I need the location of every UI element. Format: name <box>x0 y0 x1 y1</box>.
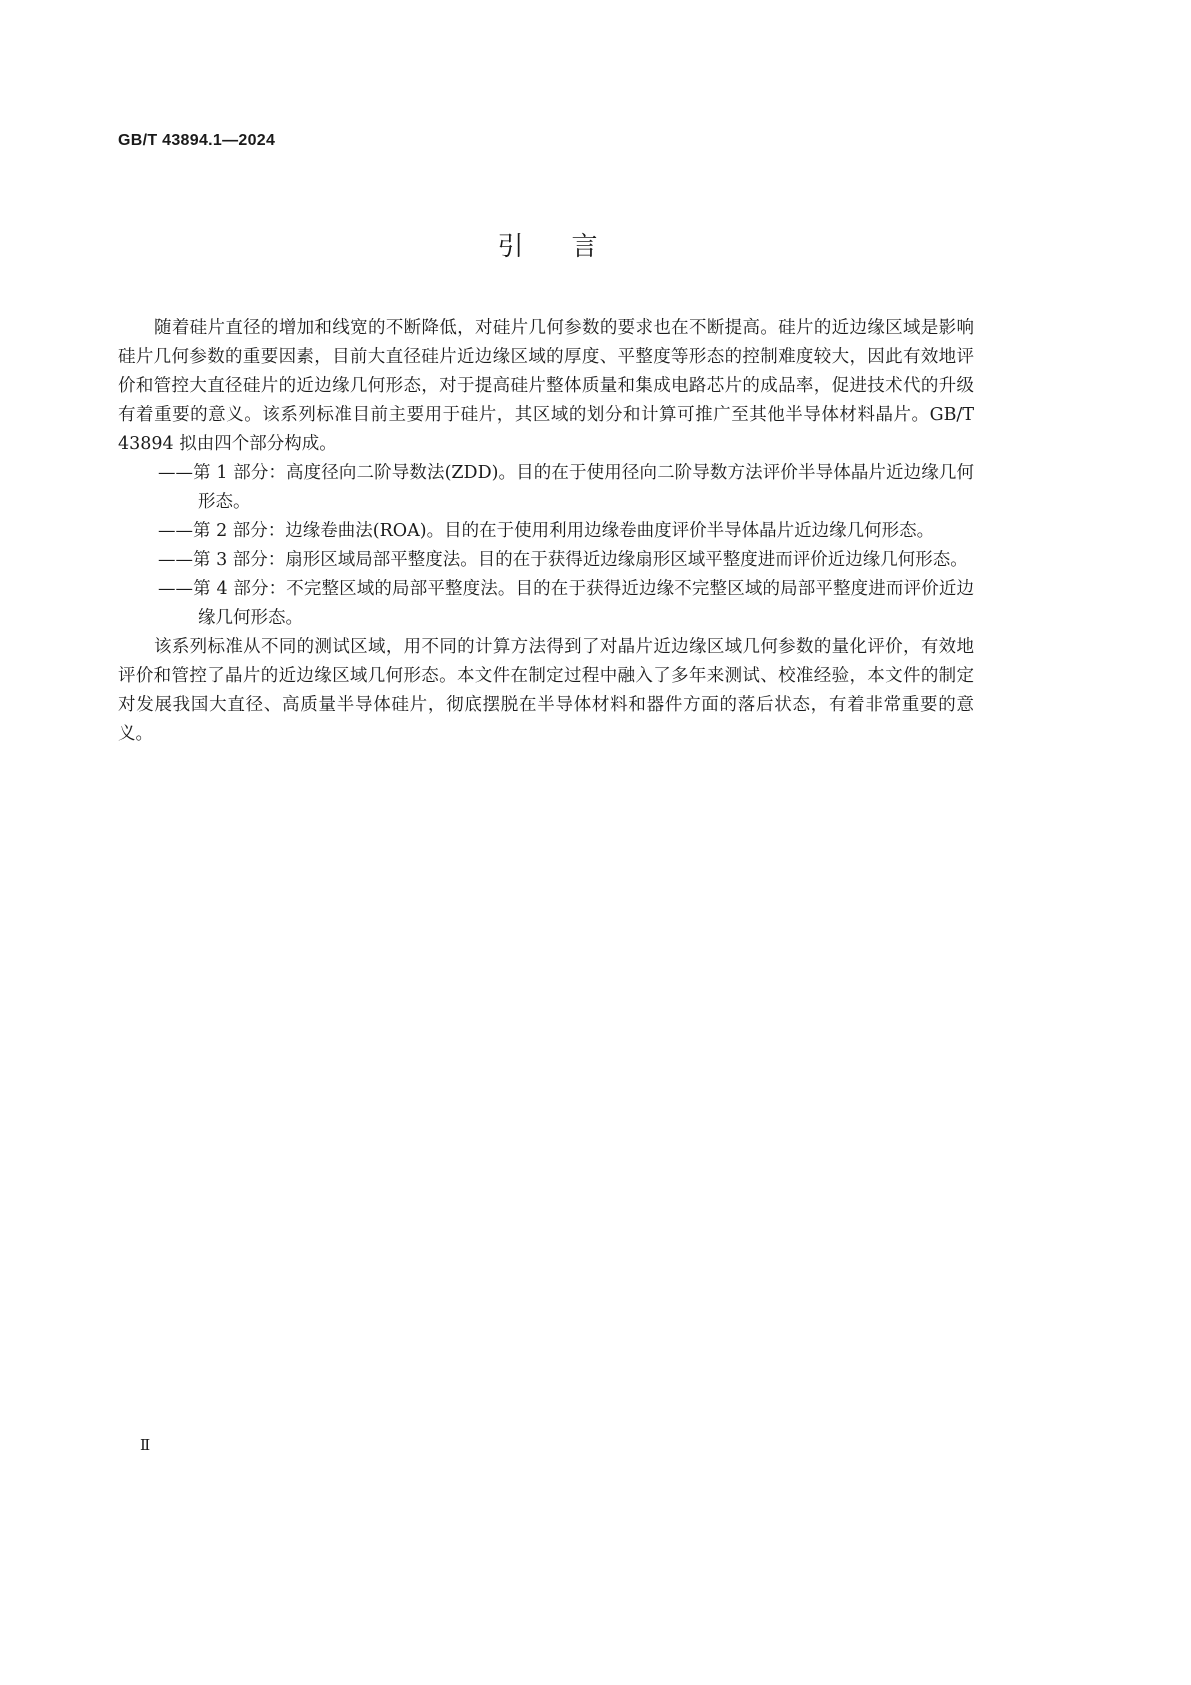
page-title: 引言 <box>497 232 646 262</box>
page-number: Ⅱ <box>140 1436 151 1454</box>
standard-code-header: GB/T 43894.1—2024 <box>118 132 276 149</box>
list-item-part-3: ——第 3 部分：扇形区域局部平整度法。目的在于获得近边缘扇形区域平整度进而评价近边缘几何形态。 <box>158 550 968 570</box>
list-item-part-1: ——第 1 部分：高度径向二阶导数法(ZDD)。目的在于使用径向二阶导数方法评价半导体晶片近边缘几何形态。 <box>158 463 974 512</box>
list-item-part-4: ——第 4 部分：不完整区域的局部平整度法。目的在于获得近边缘不完整区域的局部平整度进而评价近边缘几何形态。 <box>158 579 974 628</box>
closing-paragraph: 该系列标准从不同的测试区域，用不同的计算方法得到了对晶片近边缘区域几何参数的量化评价，有效地评价和管控了晶片的近边缘区域几何形态。本文件在制定过程中融入了多年来测试、校准经验，本文件的制定对发展我国大直径、高质量半导体硅片，彻底摆脱在半导体材料和器件方面的落后状态，有着非常重要的意义。 <box>118 637 974 744</box>
list-item-part-2: ——第 2 部分：边缘卷曲法(ROA)。目的在于使用利用边缘卷曲度评价半导体晶片近边缘几何形态。 <box>158 521 935 541</box>
document-body <box>118 314 974 749</box>
intro-paragraph: 随着硅片直径的增加和线宽的不断降低，对硅片几何参数的要求也在不断提高。硅片的近边缘区域是影响硅片几何参数的重要因素，目前大直径硅片近边缘区域的厚度、平整度等形态的控制难度较大，因此有效地评价和管控大直径硅片的近边缘几何形态，对于提高硅片整体质量和集成电路芯片的成品率，促进技术代的升级有着重要的意义。该系列标准目前主要用于硅片，其区域的划分和计算可推广至其他半导体材料晶片。GB/T 43894 拟由四个部分构成。 <box>118 318 974 454</box>
